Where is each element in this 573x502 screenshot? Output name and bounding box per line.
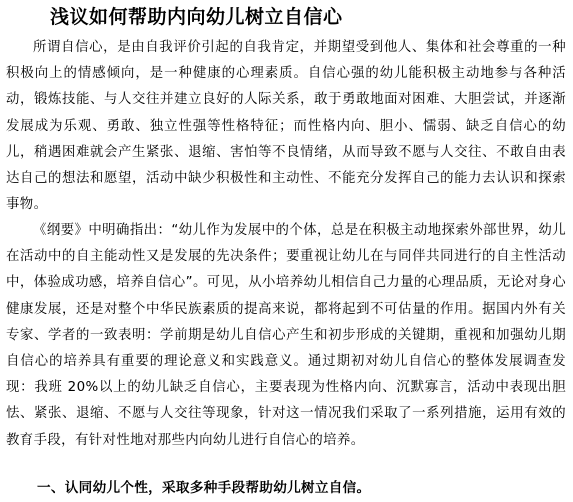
section-heading: 一、认同幼儿个性，采取多种手段帮助幼儿树立自信。: [37, 480, 371, 496]
paragraph-definition: 所谓自信心，是由自我评价引起的自我肯定，并期望受到他人、集体和社会尊重的一种积极向上的情感倾向，是一种健康的心理素质。自信心强的幼儿能积极主动地参与各种活动，锻炼技能、与人交往并建立良好的人际关系，敢于勇敢地面对困难、大胆尝试，并逐渐发展成为乐观、勇敢、独立性强等性格特征；而性格内向、胆小、懦弱、缺乏自信心的幼儿，稍遇困难就会产生紧张、退缩、害怕等不良情绪，从而导致不愿与人交往、不敢自由表达自己的想法和愿望，活动中缺少积极性和主动性、不能充分发挥自己的能力去认识和探索事物。: [6, 40, 566, 213]
document-title: 浅议如何帮助内向幼儿树立自信心: [50, 6, 343, 28]
paragraph-guideline: 《纲要》中明确指出：“幼儿作为发展中的个体，总是在积极主动地探索外部世界，幼儿在活动中的自主能动性又是发展的先决条件；要重视让幼儿在与同伴共同进行的自主性活动中，体验成功感，培养自信心”。可见，从小培养幼儿相信自己力量的心理品质，无论对身心健康发展，还是对整个中华民族素质的提高来说，都将起到不可估量的作用。据国内外有关专家、学者的一致表明：学前期是幼儿自信心产生和初步形成的关键期，重视和加强幼儿期自信心的培养具有重要的理论意义和实践意义。通过期初对幼儿自信心的整体发展调查发现：我班 20%以上的幼儿缺乏自信心，主要表现为性格内向、沉默寡言，活动中表现出胆怯、紧张、退缩、不愿与人交往等现象，针对这一情况我们采取了一系列措施，运用有效的教育手段，有针对性地对那些内向幼儿进行自信心的培养。: [6, 223, 566, 448]
